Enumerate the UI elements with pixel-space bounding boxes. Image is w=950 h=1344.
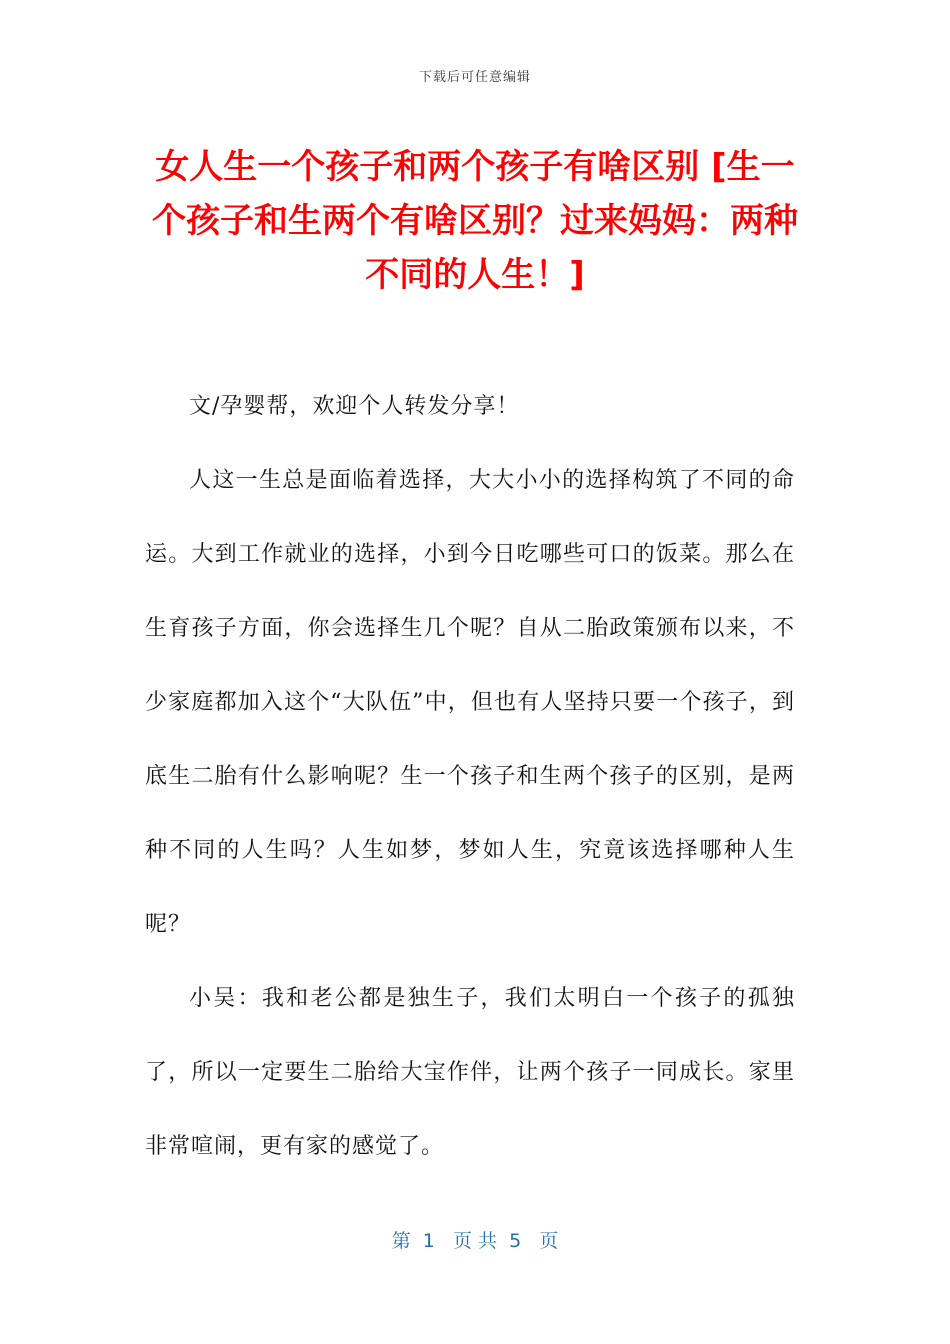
paragraph-intro: 人这一生总是面临着选择，大大小小的选择构筑了不同的命运。大到工作就业的选择，小到今日吃哪些可口的饭菜。那么在生育孩子方面，你会选择生几个呢？自从二胎政策颁布以来，不少家庭都加入这个“大队伍”中，但也有人坚持只要一个孩子，到底生二胎有什么影响呢？生一个孩子和生两个孩子的区别，是两种不同的人生吗？人生如梦，梦如人生，究竟该选择哪种人生呢？ [145, 468, 795, 937]
paragraph-author: 文/孕婴帮，欢迎个人转发分享！ [189, 394, 520, 419]
paragraph-xiaowu: 小吴：我和老公都是独生子，我们太明白一个孩子的孤独了，所以一定要生二胎给大宝作伴，让两个孩子一同成长。家里非常喧闹，更有家的感觉了。 [145, 986, 795, 1159]
document-body [145, 370, 795, 1184]
document-title: 女人生一个孩子和两个孩子有啥区别 [生一个孩子和生两个有啥区别？过来妈妈：两种不同的人生！] [152, 147, 798, 295]
header-note: 下载后可任意编辑 [418, 70, 531, 85]
page-number-footer: 第 1 页 共 5 页 [391, 1230, 559, 1252]
